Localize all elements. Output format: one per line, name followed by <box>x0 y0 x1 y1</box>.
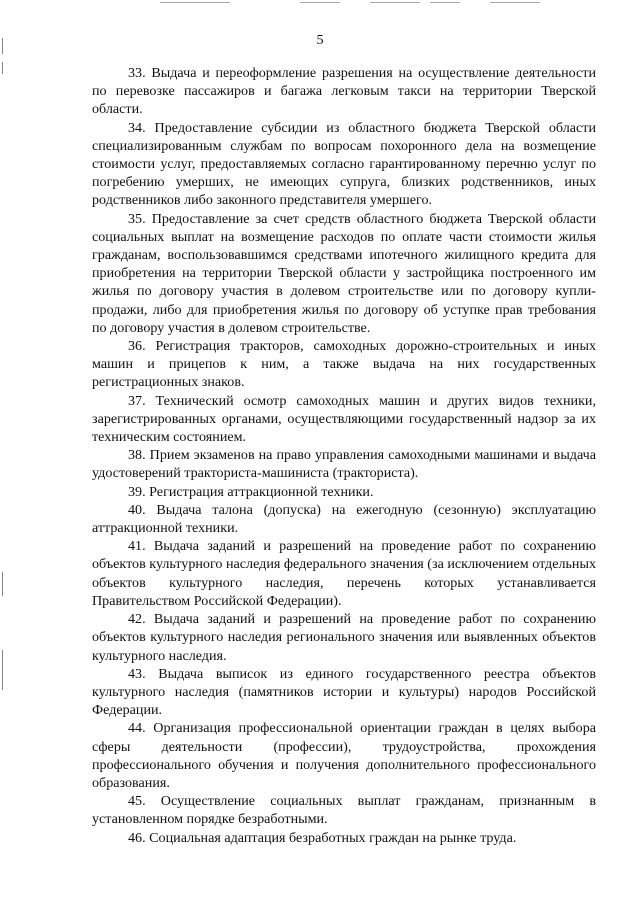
item-text: Регистрация аттракционной техники. <box>149 483 374 500</box>
page-number: 5 <box>316 33 324 48</box>
item-number: 46. <box>128 829 146 846</box>
scan-mark-left <box>2 650 3 690</box>
list-item <box>92 64 596 119</box>
list-item <box>92 446 596 482</box>
item-text: Выдача талона (допуска) на ежегодную (сезонную) эксплуатацию аттракционной техники. <box>92 501 597 537</box>
item-number: 34. <box>128 119 146 136</box>
scan-mark-top <box>300 2 340 3</box>
item-text: Социальная адаптация безработных граждан на рынке труда. <box>149 829 517 846</box>
scan-mark-top <box>160 2 230 3</box>
item-number: 42. <box>128 611 146 628</box>
item-text: Осуществление социальных выплат гражданам, признанным в установленном порядке безработными. <box>92 793 597 828</box>
item-number: 40. <box>128 501 146 518</box>
item-text: Предоставление за счет средств областного бюджета Тверской области социальных выплат на возмещение расходов по оплате части стоимости жилья гражданам, воспользовавшимся средствами ипотечного жилищного кредита для приобретения на территории Тверской области у застройщика построенного им жилья по договору участия в долевом строительстве или по договору купли-продажи, либо для приобретения жилья по договору об уступке прав требования по договору участия в долевом строительстве. <box>92 210 596 336</box>
item-text: Выдача выписок из единого государственного реестра объектов культурного наследия (памятников истории и культуры) народов Российской Федерации. <box>92 665 596 719</box>
document-body <box>92 64 596 847</box>
item-number: 38. <box>128 447 146 464</box>
item-text: Выдача заданий и разрешений на проведение работ по сохранению объектов культурного наследия регионального значения или выявленных объектов культурного наследия. <box>92 611 596 664</box>
item-number: 44. <box>128 720 146 737</box>
list-item <box>92 719 596 792</box>
list-item <box>92 665 596 720</box>
list-item <box>92 119 596 210</box>
item-text: Выдача и переоформление разрешения на осуществление деятельности по перевозке пассажиров и багажа легковым такси на территории Тверской области. <box>92 65 596 118</box>
item-number: 37. <box>128 392 146 409</box>
list-item <box>92 829 596 847</box>
item-number: 45. <box>128 793 146 810</box>
scan-mark-top <box>370 2 420 3</box>
scan-mark-left <box>2 572 3 596</box>
item-number: 36. <box>128 338 146 355</box>
list-item <box>92 392 596 447</box>
list-item <box>92 792 596 828</box>
item-text: Выдача заданий и разрешений на проведение работ по сохранению объектов культурного наследия федерального значения (за исключением отдельных объектов культурного наследия, перечень которых устанавливается Правительством Российской Федерации). <box>92 538 596 609</box>
item-text: Прием экзаменов на право управления самоходными машинами и выдача удостоверений тракториста-машиниста (тракториста). <box>92 447 596 482</box>
list-item <box>92 483 596 501</box>
item-text: Организация профессиональной ориентации граждан в целях выбора сферы деятельности (профессии), трудоустройства, прохождения профессионального обучения и получения дополнительного профессионального образования. <box>92 720 596 791</box>
item-number: 41. <box>128 538 146 555</box>
scan-mark-left <box>2 62 3 74</box>
list-item <box>92 210 596 337</box>
item-number: 39. <box>128 483 146 500</box>
list-item <box>92 537 596 610</box>
list-item <box>92 501 596 537</box>
item-text: Предоставление субсидии из областного бюджета Тверской области специализированным службам по вопросам похоронного дела на возмещение стоимости услуг, предоставляемых согласно гарантированному перечню услуг по погребению умерших, не имеющих супруга, близких родственников, иных родственников либо законного представителя умершего. <box>92 119 597 209</box>
list-item <box>92 610 596 665</box>
item-number: 43. <box>128 665 146 682</box>
list-item <box>92 337 596 392</box>
item-text: Регистрация тракторов, самоходных дорожно-строительных и иных машин и прицепов к ним, а также выдача на них государственных регистрационных знаков. <box>92 338 596 391</box>
scan-mark-top <box>430 2 460 3</box>
item-number: 33. <box>128 65 146 81</box>
item-number: 35. <box>128 210 146 227</box>
scan-mark-top <box>490 2 540 3</box>
item-text: Технический осмотр самоходных машин и других видов техники, зарегистрированных органами, осуществляющими государственный надзор за их техническим состоянием. <box>92 392 596 446</box>
